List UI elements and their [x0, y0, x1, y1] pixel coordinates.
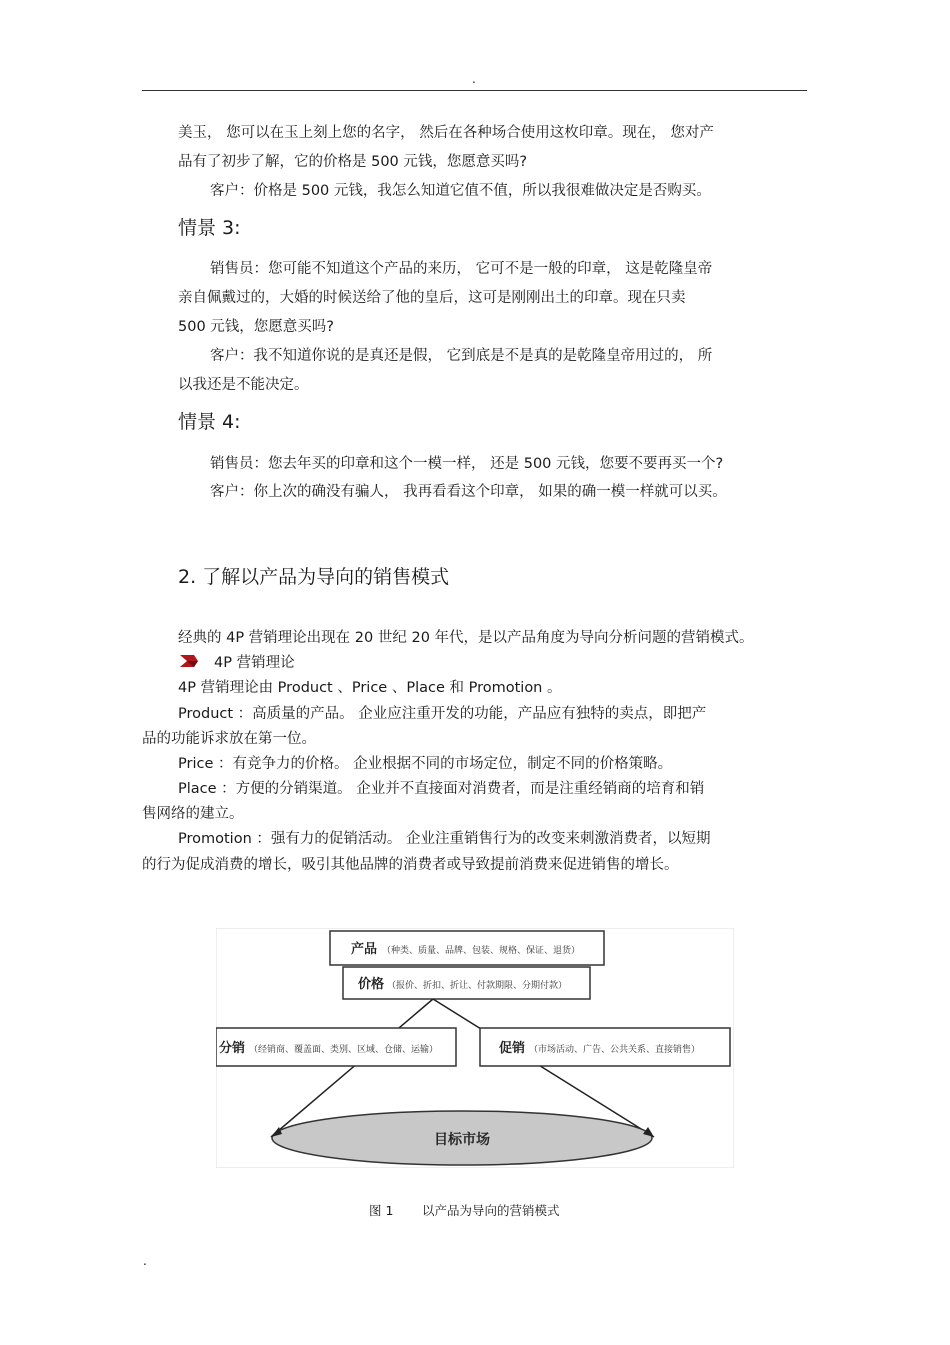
diagram-product-detail: （种类、质量、品牌、包装、规格、保证、退货）	[382, 946, 581, 956]
diagram-product-label: 产品	[351, 942, 378, 957]
scene3-customer-line1: 客户：我不知道你说的是真还是假， 它到底是不是真的是乾隆皇帝用过的， 所	[210, 348, 713, 364]
figure-number: 图 1	[369, 1203, 394, 1218]
scene-intro-line2: 品有了初步了解，它的价格是 500 元钱，您愿意买吗?	[178, 154, 528, 170]
product-line2: 品的功能诉求放在第一位。	[142, 731, 316, 747]
scene3-sales-line1: 销售员：您可能不知道这个产品的来历， 它可不是一般的印章， 这是乾隆皇帝	[210, 261, 713, 277]
red-arrow-bullet-icon	[178, 652, 200, 670]
product-line1: Product ：高质量的产品。 企业应注重开发的功能，产品应有独特的卖点，即把产	[178, 706, 707, 722]
price-line: Price ：有竞争力的价格。 企业根据不同的市场定位，制定不同的价格策略。	[178, 756, 673, 772]
promotion-line2: 的行为促成消费的增长，吸引其他品牌的消费者或导致提前消费来促进销售的增长。	[142, 857, 679, 873]
section2-intro: 经典的 4P 营销理论出现在 20 世纪 20 年代，是以产品角度为导向分析问题的营销模式。	[178, 630, 754, 646]
place-line2: 售网络的建立。	[142, 806, 244, 822]
diagram-promotion-label: 促销	[499, 1041, 526, 1056]
diagram-price-detail: （报价、折扣、折让、付款期限、分期付款）	[387, 981, 568, 991]
diagram-target-market-label: 目标市场	[434, 1132, 490, 1148]
diagram-distribution-detail: （经销商、覆盖面、类别、区域、仓储、运输）	[249, 1045, 439, 1055]
scene-intro-customer: 客户：价格是 500 元钱，我怎么知道它值不值，所以我很难做决定是否购买。	[210, 183, 711, 199]
diagram-price-label: 价格	[358, 977, 385, 992]
header-rule	[142, 90, 807, 91]
figure-caption: 以产品为导向的营销模式	[422, 1203, 560, 1218]
scene-intro-line1: 美玉， 您可以在玉上刻上您的名字， 然后在各种场合使用这枚印章。现在， 您对产	[178, 125, 714, 141]
place-line1: Place ：方便的分销渠道。 企业并不直接面对消费者，而是注重经销商的培育和销	[178, 781, 705, 797]
scene3-heading: 情景 3:	[178, 217, 241, 239]
diagram-promotion-detail: （市场活动、广告、公共关系、直接销售）	[529, 1045, 701, 1055]
scene4-customer: 客户：你上次的确没有骗人， 我再看看这个印章， 如果的确一模一样就可以买。	[210, 484, 727, 500]
4p-marketing-diagram	[216, 928, 734, 1168]
scene3-sales-line2: 亲自佩戴过的，大婚的时候送给了他的皇后，这可是刚刚出土的印章。现在只卖	[178, 290, 686, 306]
header-dot: .	[472, 72, 476, 86]
scene4-heading: 情景 4:	[178, 411, 241, 433]
footer-dot: .	[143, 1254, 147, 1268]
diagram-distribution-label: 分销	[219, 1041, 246, 1056]
section2-bullet: 4P 营销理论	[214, 655, 295, 671]
promotion-line1: Promotion ：强有力的促销活动。 企业注重销售行为的改变来刺激消费者，以短期	[178, 831, 711, 847]
scene3-sales-line3: 500 元钱，您愿意买吗?	[178, 319, 334, 335]
scene3-customer-line2: 以我还是不能决定。	[178, 377, 309, 393]
section2-heading: 2. 了解以产品为导向的销售模式	[178, 566, 450, 588]
scene4-sales: 销售员：您去年买的印章和这个一模一样， 还是 500 元钱，您要不要再买一个?	[210, 456, 724, 472]
section2-definition: 4P 营销理论由 Product 、Price 、Place 和 Promotion 。	[178, 680, 562, 696]
